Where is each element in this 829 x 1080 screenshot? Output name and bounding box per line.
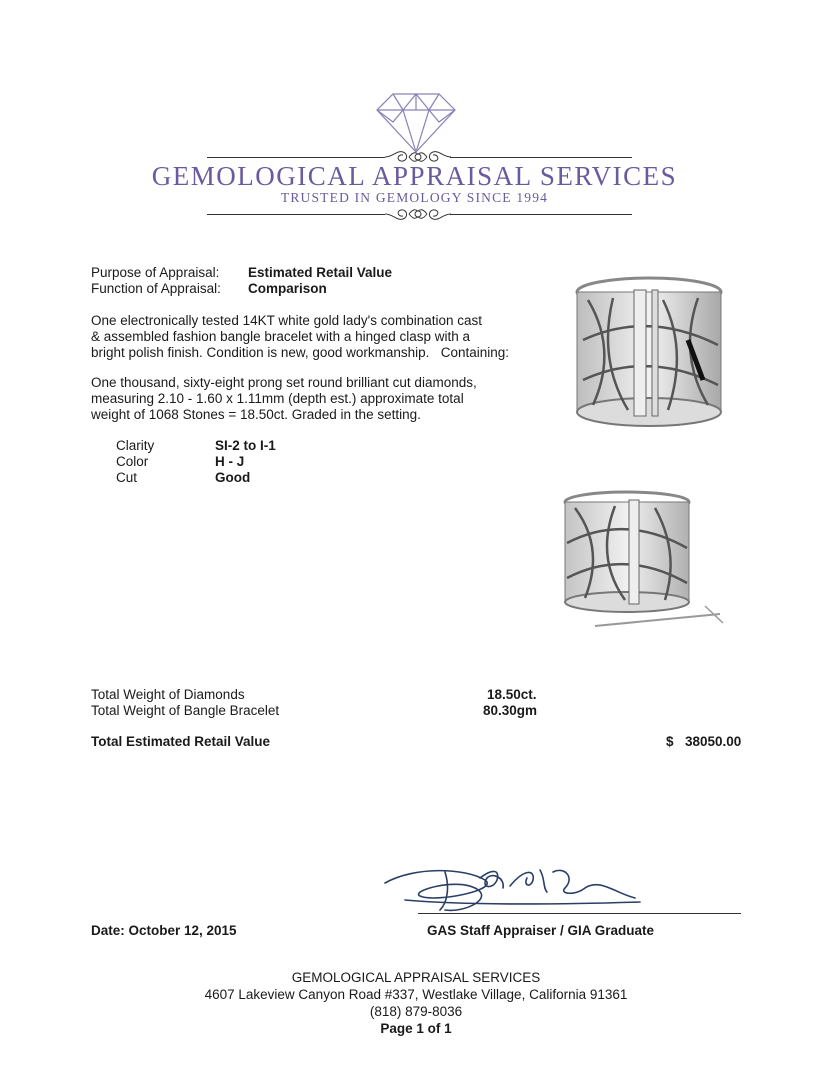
signature-line (418, 913, 741, 914)
total-diamond-weight-label: Total Weight of Diamonds (91, 687, 245, 702)
currency-symbol: $ (666, 734, 674, 749)
footer-company: GEMOLOGICAL APPRAISAL SERVICES (291, 970, 541, 985)
grade-cut-value: Good (215, 470, 251, 485)
total-retail-value: 38050.00 (685, 734, 742, 749)
appraiser-signature (375, 858, 745, 920)
logo-top-rule-left (207, 157, 385, 158)
grade-color-label: Color (116, 454, 149, 469)
diamonds-line-1: One thousand, sixty-eight prong set round brilliant cut diamonds, (91, 375, 477, 390)
grade-clarity-label: Clarity (116, 438, 155, 453)
grade-cut-label: Cut (116, 470, 138, 485)
footer-phone: (818) 879-8036 (369, 1004, 463, 1019)
description-line-2: & assembled fashion bangle bracelet with a hinged clasp with a (91, 329, 470, 344)
description-line-3: bright polish finish. Condition is new, good workmanship. Containing: (91, 345, 509, 360)
total-bracelet-weight-value: 80.30gm (483, 703, 538, 718)
appraiser-title: GAS Staff Appraiser / GIA Graduate (427, 923, 655, 938)
appraisal-date: Date: October 12, 2015 (91, 923, 237, 938)
footer-address: 4607 Lakeview Canyon Road #337, Westlake Village, California 91361 (204, 987, 628, 1002)
diamonds-line-3: weight of 1068 Stones = 18.50ct. Graded in the setting. (91, 407, 421, 422)
total-bracelet-weight-label: Total Weight of Bangle Bracelet (91, 703, 280, 718)
logo-title: GEMOLOGICAL APPRAISAL SERVICES (151, 161, 678, 191)
logo-subtitle: TRUSTED IN GEMOLOGY SINCE 1994 (280, 190, 549, 205)
total-diamond-weight-value: 18.50ct. (487, 687, 537, 702)
grade-color-value: H - J (215, 454, 245, 469)
logo-top-rule-right (450, 157, 632, 158)
grade-clarity-value: SI-2 to I-1 (215, 438, 276, 453)
footer-page-number: Page 1 of 1 (380, 1021, 452, 1036)
logo-bottom-rule-left (207, 214, 385, 215)
ornament-bottom-icon (383, 203, 453, 225)
function-label: Function of Appraisal: (91, 281, 221, 296)
diamond-logo-icon (375, 92, 457, 154)
total-retail-value-label: Total Estimated Retail Value (91, 734, 271, 749)
purpose-label: Purpose of Appraisal: (91, 265, 220, 280)
description-line-1: One electronically tested 14KT white gold lady's combination cast (91, 313, 483, 328)
function-value: Comparison (248, 281, 327, 296)
bracelet-photo-top (568, 270, 730, 440)
bracelet-photo-bottom (555, 488, 730, 633)
logo-bottom-rule-right (450, 214, 632, 215)
diamonds-line-2: measuring 2.10 - 1.60 x 1.11mm (depth est.) approximate total (91, 391, 464, 406)
purpose-value: Estimated Retail Value (248, 265, 393, 280)
